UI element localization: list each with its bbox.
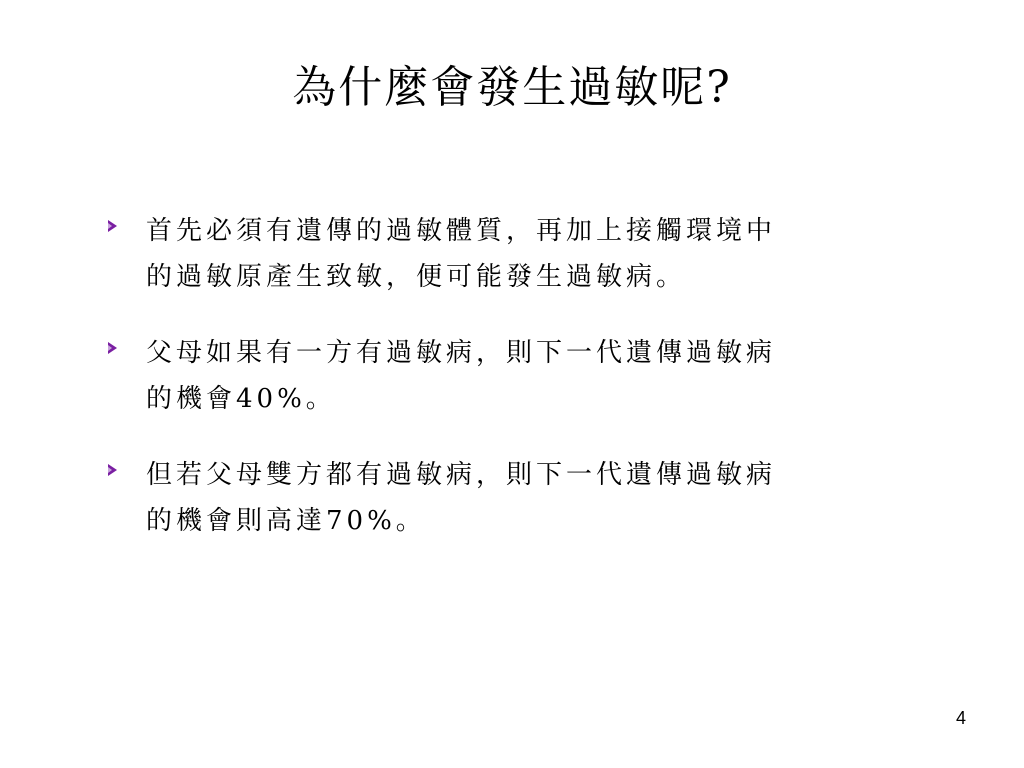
bullet-text-line: 的過敏原產生致敏，便可能發生過敏病。 xyxy=(146,262,687,292)
arrowhead-bullet-icon xyxy=(108,342,117,354)
page-number: 4 xyxy=(955,708,966,728)
bullet-list xyxy=(104,208,884,574)
bullet-text-line: 的機會則高達70%。 xyxy=(146,506,426,536)
arrowhead-bullet-icon xyxy=(108,220,117,232)
bullet-text-line: 但若父母雙方都有過敏病，則下一代遺傳過敏病 xyxy=(146,460,777,490)
bullet-item xyxy=(104,208,884,300)
bullet-text-line: 父母如果有一方有過敏病，則下一代遺傳過敏病 xyxy=(146,338,777,368)
bullet-text-line: 首先必須有遺傳的過敏體質，再加上接觸環境中 xyxy=(146,216,777,246)
bullet-item xyxy=(104,330,884,422)
arrowhead-bullet-icon xyxy=(108,464,117,476)
bullet-item xyxy=(104,452,884,544)
bullet-text-line: 的機會40%。 xyxy=(146,384,336,414)
slide-title: 為什麼會發生過敏呢? xyxy=(292,62,732,113)
